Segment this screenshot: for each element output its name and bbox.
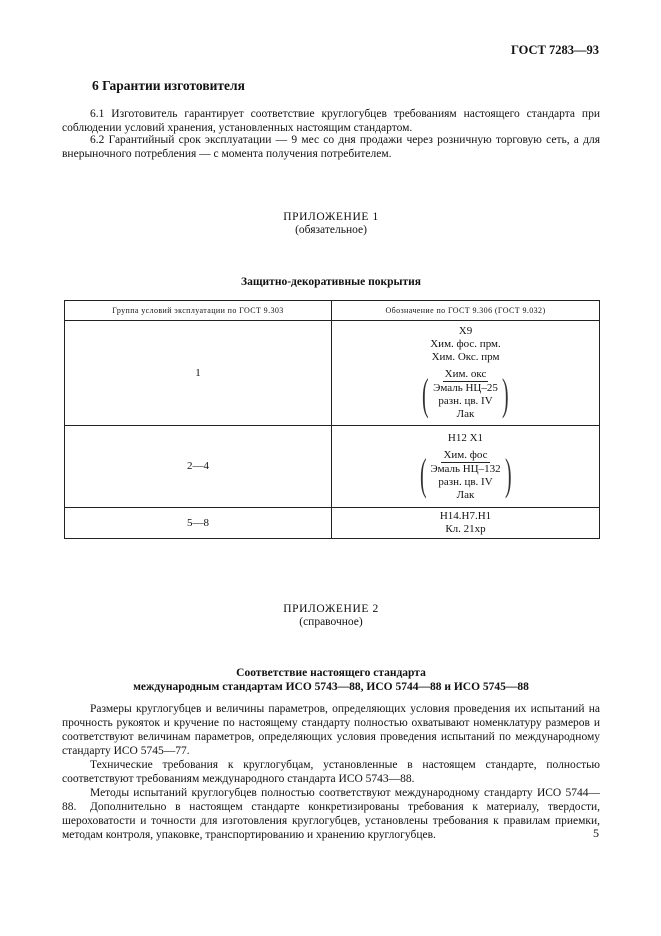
paragraph-6-1-number: 6.1 bbox=[90, 108, 105, 120]
coatings-table bbox=[64, 300, 600, 539]
designation-line: Кл. 21хр bbox=[445, 523, 486, 535]
appendix-1-title: ПРИЛОЖЕНИЕ 1 bbox=[283, 211, 379, 223]
appendix-2-status: (справочное) bbox=[299, 616, 363, 628]
table-row bbox=[65, 321, 600, 426]
table-cell-designation bbox=[332, 321, 600, 426]
left-bracket: ( bbox=[419, 450, 427, 499]
table-header-row bbox=[65, 301, 600, 321]
appendix-2-paragraph-1: Размеры круглогубцев и величины параметров, определяющих условия проведения их испытаний на прочность рукояток и кручение по настоящему стандарту полностью охватывают номенклатуру размеров и соответствуют величинам параметров, определяющих условия проведения испытаний по международному стандарту ИСО 5745—77. bbox=[62, 703, 600, 757]
appendix-2-paragraph-4: Дополнительно в настоящем стандарте конкретизированы требования к материалу, твердости, шероховатости и точности для изготовления круглогубцев, установлены требования к правилам приемки, методам контроля, упаковке, транспортированию и хранению круглогубцев. bbox=[62, 801, 600, 841]
designation-line: Хим. фос. прм. bbox=[430, 338, 501, 350]
table-cell-group: 2—4 bbox=[65, 426, 332, 508]
bracket-line: Эмаль НЦ–25 bbox=[433, 382, 498, 394]
appendix-1-table-title: Защитно-декоративные покрытия bbox=[241, 276, 421, 288]
column-header-designation: Обозначение по ГОСТ 9.306 (ГОСТ 9.032) bbox=[332, 301, 600, 321]
table-cell-designation bbox=[332, 426, 600, 508]
bracket-group bbox=[416, 449, 516, 502]
paragraph-6-1 bbox=[62, 107, 600, 135]
table-row bbox=[65, 508, 600, 539]
appendix-2-paragraph-2: Технические требования к круглогубцам, установленные в настоящем стандарте, полностью соответствуют требованиям международного стандарта ИСО 5743—88. bbox=[62, 759, 600, 785]
appendix-1-status: (обязательное) bbox=[295, 224, 367, 236]
table-cell-group: 1 bbox=[65, 321, 332, 426]
bracket-line: разн. цв. IV bbox=[438, 475, 493, 488]
bracket-line: Лак bbox=[456, 488, 475, 501]
paragraph-6-2-text: Гарантийный срок эксплуатации — 9 мес со дня продажи через розничную торговую сеть, а для внерыночного потребления — с момента получения потребителем. bbox=[62, 134, 600, 160]
bracket-line: Хим. фос bbox=[443, 448, 488, 461]
appendix-2-paragraph-3: Методы испытаний круглогубцев полностью соответствуют международному стандарту ИСО 5744—88. bbox=[62, 787, 600, 813]
bracket-line: разн. цв. IV bbox=[438, 395, 493, 407]
table-cell-group: 5—8 bbox=[65, 508, 332, 539]
appendix-2-heading-line-2: международным стандартам ИСО 5743—88, ИСО 5744—88 и ИСО 5745—88 bbox=[133, 681, 529, 693]
column-header-group: Группа условий эксплуатации по ГОСТ 9.303 bbox=[65, 301, 332, 321]
table-cell-designation bbox=[332, 508, 600, 539]
appendix-2-title: ПРИЛОЖЕНИЕ 2 bbox=[283, 603, 379, 615]
appendix-2-heading-line-1: Соответствие настоящего стандарта bbox=[236, 667, 426, 679]
section-6-title: 6 Гарантии изготовителя bbox=[92, 78, 245, 93]
paragraph-6-1-text: Изготовитель гарантирует соответствие круглогубцев требованиям настоящего стандарта при соблюдении условий хранения, установленных настоящим стандартом. bbox=[62, 108, 600, 134]
designation-line: Хим. Окс. прм bbox=[431, 351, 500, 363]
paragraph-6-2 bbox=[62, 133, 600, 161]
left-bracket: ( bbox=[422, 369, 430, 419]
document-standard-code: ГОСТ 7283—93 bbox=[510, 43, 599, 57]
right-bracket: ) bbox=[504, 450, 512, 499]
bracket-line: Лак bbox=[456, 408, 475, 420]
paragraph-6-2-number: 6.2 bbox=[90, 134, 105, 146]
right-bracket: ) bbox=[501, 369, 509, 419]
page-number: 5 bbox=[593, 826, 599, 840]
bracket-group bbox=[418, 368, 512, 421]
designation-line: Н12 Х1 bbox=[447, 431, 484, 444]
table-row bbox=[65, 426, 600, 508]
bracket-line: Хим. окс bbox=[444, 368, 487, 380]
designation-line: Н14.Н7.Н1 bbox=[439, 510, 492, 522]
bracket-line: Эмаль НЦ–132 bbox=[430, 462, 501, 475]
designation-line: Х9 bbox=[458, 325, 473, 337]
